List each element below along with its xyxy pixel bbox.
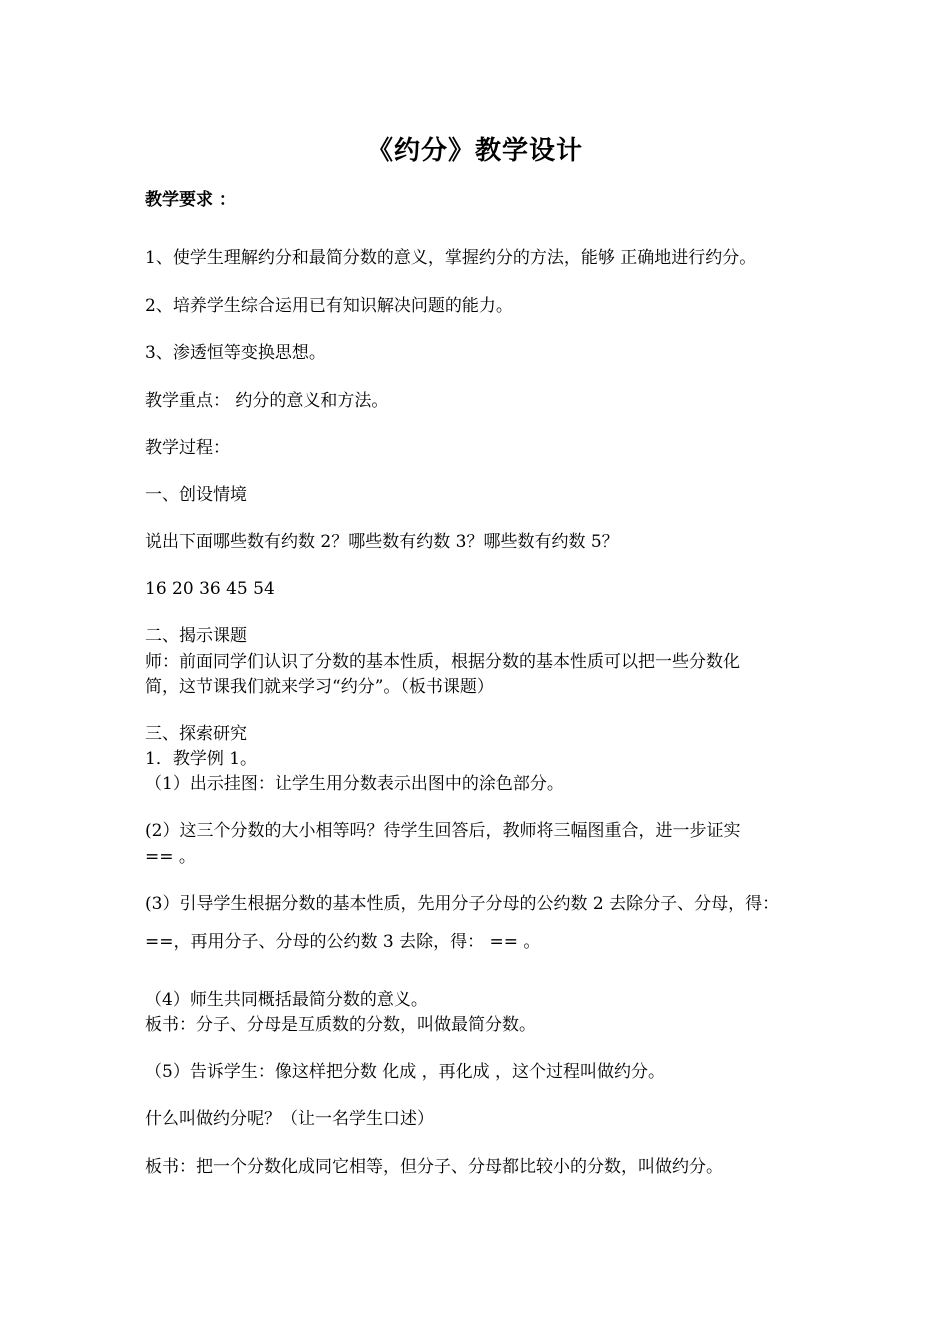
step-5: （5）告诉学生：像这样把分数 化成 ，再化成 ，这个过程叫做约分。	[145, 1062, 666, 1082]
board-note-2: 板书：把一个分数化成同它相等，但分子、分母都比较小的分数，叫做约分。	[145, 1157, 723, 1177]
step-2-line-1: (2）这三个分数的大小相等吗？待学生回答后，教师将三幅图重合，进一步证实	[145, 821, 741, 841]
question-line: 什么叫做约分呢？（让一名学生口述）	[145, 1109, 434, 1129]
document-title: 《约分》教学设计	[366, 136, 583, 166]
requirement-1: 1、使学生理解约分和最简分数的意义，掌握约分的方法，能够 正确地进行约分。	[145, 248, 757, 268]
step-3-line-2: ==，再用分子、分母的公约数 3 去除，得： == 。	[145, 932, 541, 952]
section-3-heading: 三、探索研究	[145, 724, 247, 744]
step-4: （4）师生共同概括最简分数的意义。	[145, 990, 428, 1010]
step-1: （1）出示挂图：让学生用分数表示出图中的涂色部分。	[145, 774, 564, 794]
section-2-heading: 二、揭示课题	[145, 626, 247, 646]
requirement-3: 3、渗透恒等变换思想。	[145, 343, 326, 363]
section-2-text-line-2: 简，这节课我们就来学习“约分”。（板书课题）	[145, 677, 494, 697]
step-3-line-1: (3）引导学生根据分数的基本性质，先用分子分母的公约数 2 去除分子、分母，得：	[145, 894, 780, 914]
example-1-label: 1．教学例 1。	[145, 749, 258, 769]
requirements-heading: 教学要求 ：	[145, 190, 236, 210]
board-note-1: 板书：分子、分母是互质数的分数，叫做最简分数。	[145, 1015, 536, 1035]
process-heading: 教学过程：	[145, 438, 230, 458]
requirement-2: 2、培养学生综合运用已有知识解决问题的能力。	[145, 296, 513, 316]
section-1-question: 说出下面哪些数有约数 2？哪些数有约数 3？哪些数有约数 5？	[145, 532, 619, 552]
step-2-line-2: == 。	[145, 847, 196, 867]
key-point: 教学重点： 约分的意义和方法。	[145, 391, 389, 411]
section-1-heading: 一、创设情境	[145, 485, 247, 505]
section-2-text-line-1: 师：前面同学们认识了分数的基本性质，根据分数的基本性质可以把一些分数化	[145, 652, 740, 672]
section-1-numbers: 16 20 36 45 54	[145, 579, 275, 599]
